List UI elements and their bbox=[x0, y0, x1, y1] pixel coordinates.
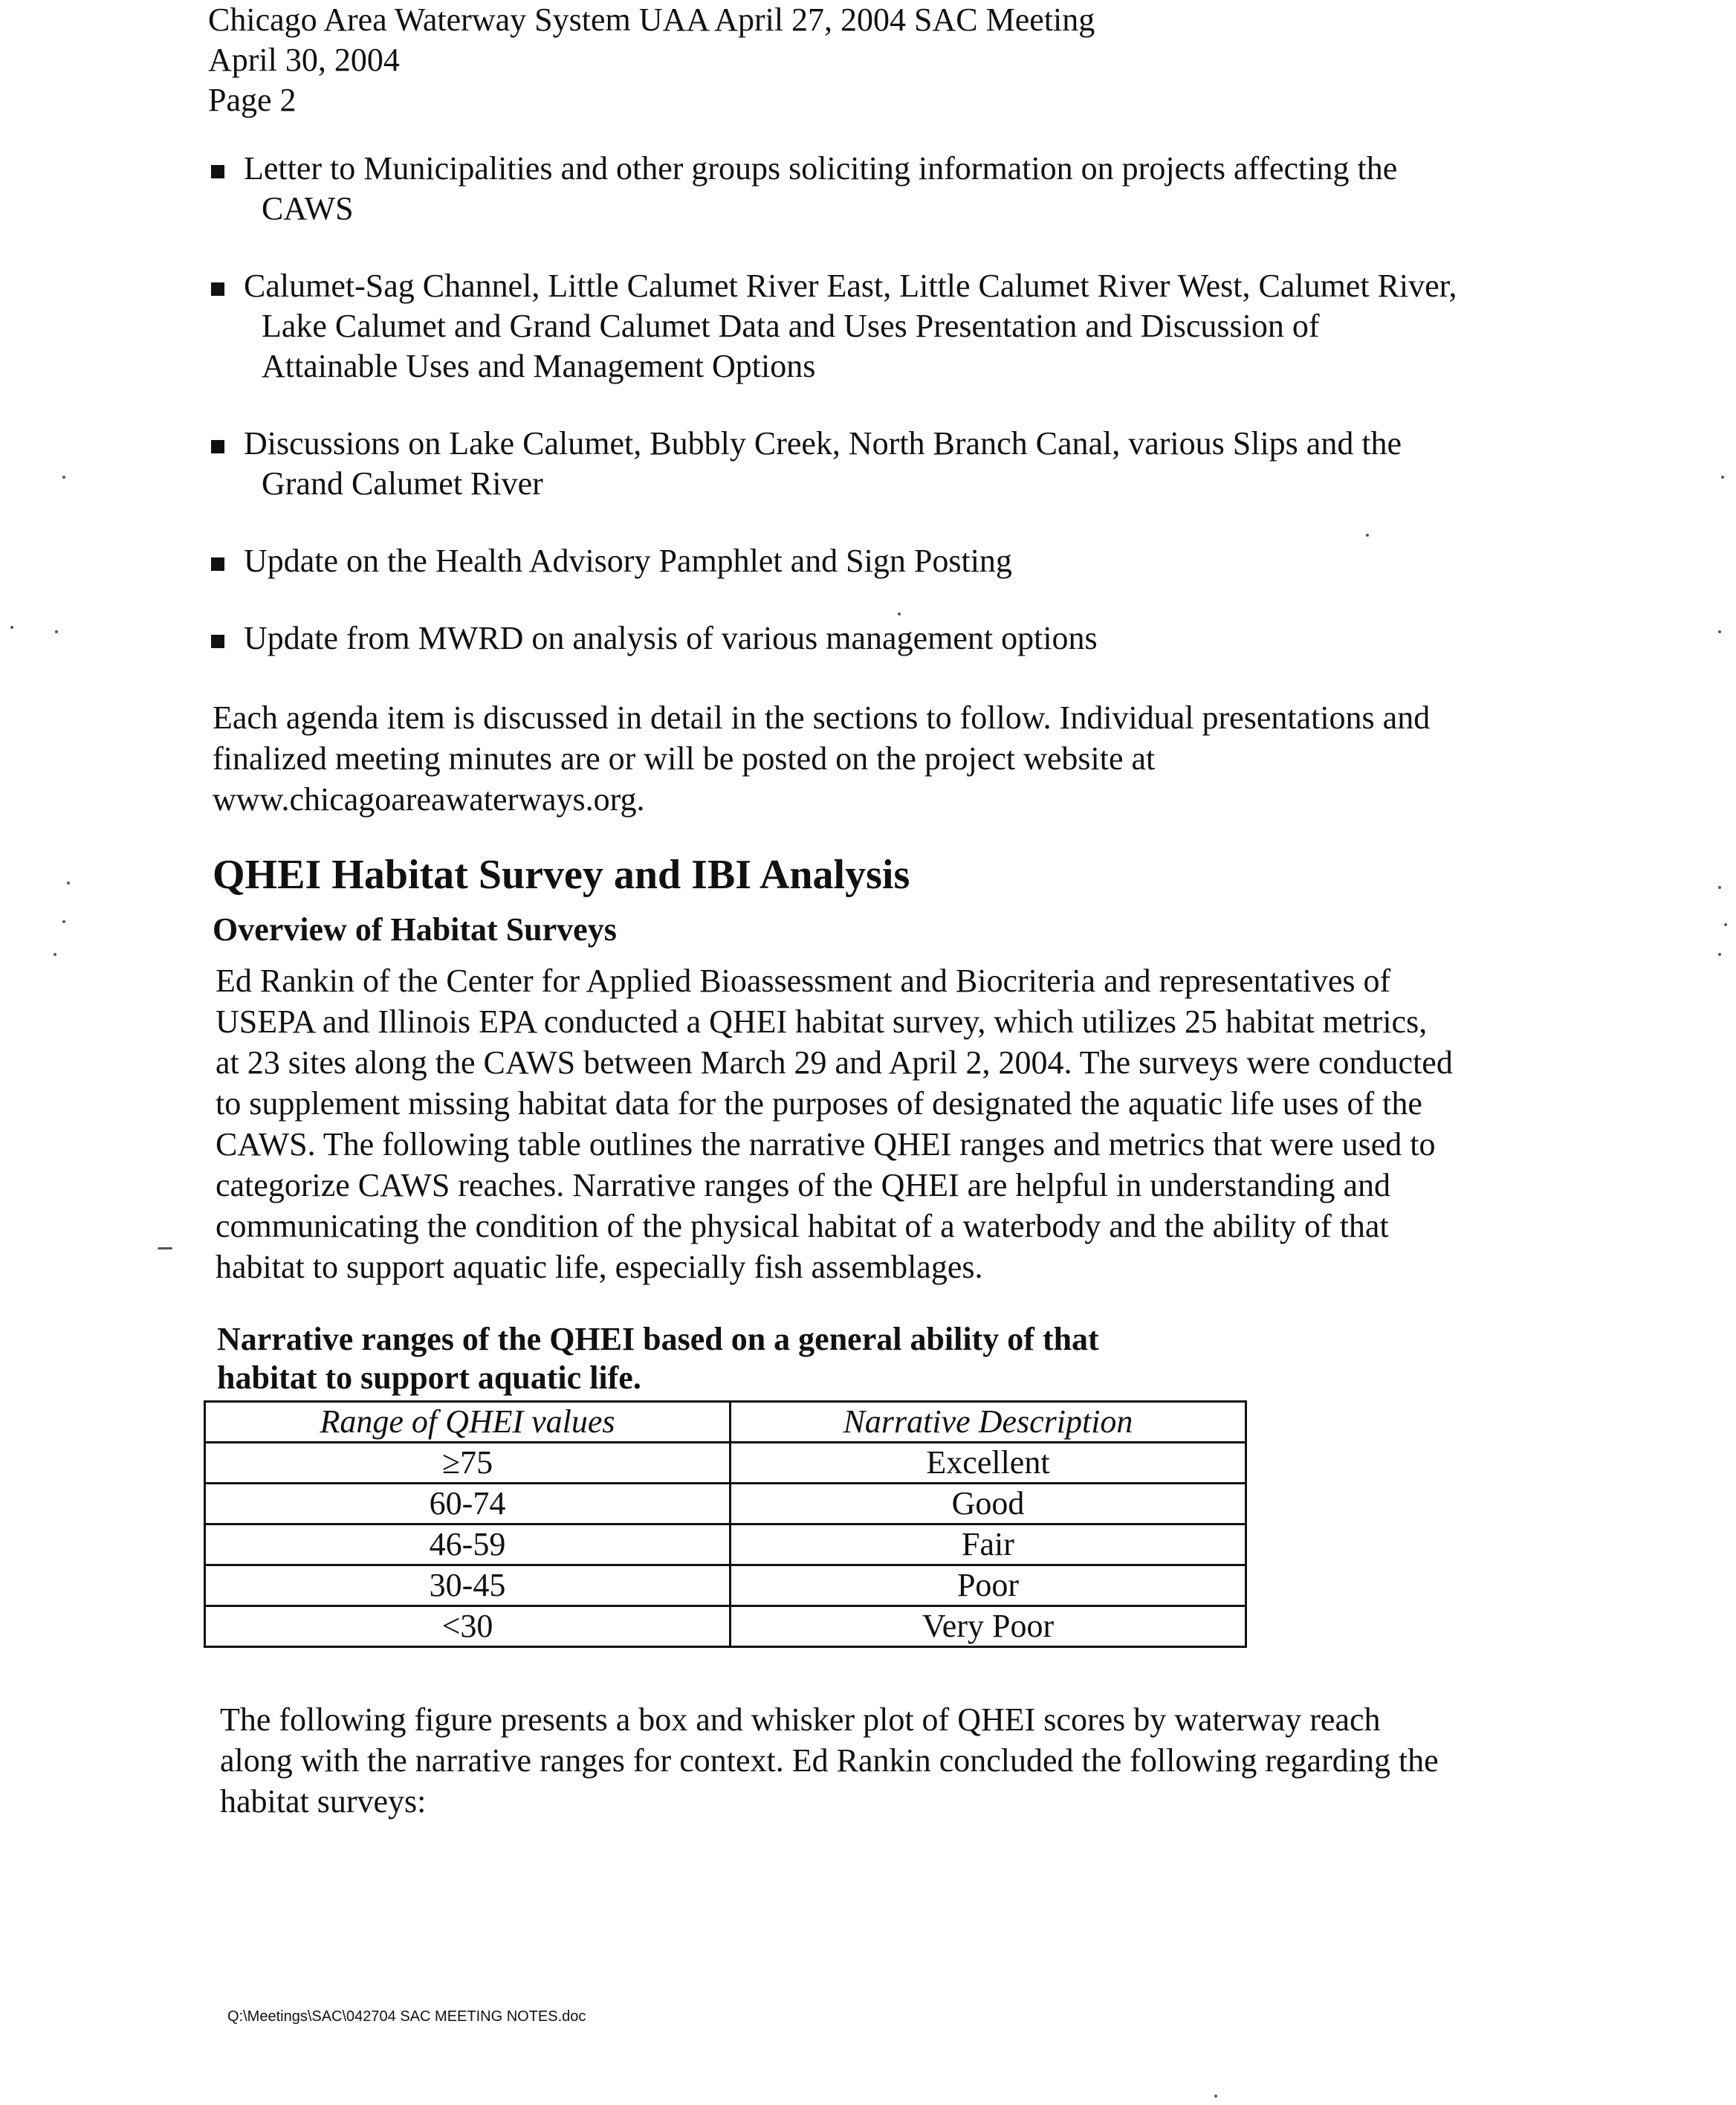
bullet-text-line: Update from MWRD on analysis of various management options bbox=[244, 620, 1098, 656]
column-header-range: Range of QHEI values bbox=[205, 1402, 731, 1443]
caption-line: habitat to support aquatic life. bbox=[217, 1359, 641, 1396]
description-cell: Very Poor bbox=[731, 1606, 1246, 1647]
bullet-text-line: Discussions on Lake Calumet, Bubbly Creek, North Branch Canal, various Slips and the bbox=[244, 425, 1402, 462]
qhei-ranges-table bbox=[204, 1400, 1247, 1648]
scan-speck bbox=[62, 920, 65, 923]
table-row bbox=[205, 1524, 1246, 1565]
list-item bbox=[208, 541, 1546, 581]
scan-speck bbox=[1718, 886, 1721, 889]
habitat-survey-paragraph bbox=[216, 960, 1553, 1287]
description-cell: Excellent bbox=[731, 1443, 1246, 1484]
table-row bbox=[205, 1606, 1246, 1647]
paragraph-line: CAWS. The following table outlines the narrative QHEI ranges and metrics that were used to bbox=[216, 1126, 1436, 1163]
scan-speck bbox=[1718, 630, 1721, 633]
square-bullet-icon bbox=[211, 165, 224, 178]
square-bullet-icon bbox=[211, 557, 224, 571]
bullet-text-line: Attainable Uses and Management Options bbox=[262, 348, 816, 384]
paragraph-line: The following figure presents a box and whisker plot of QHEI scores by waterway reach bbox=[220, 1701, 1381, 1738]
page-header bbox=[208, 0, 1095, 120]
paragraph-line: finalized meeting minutes are or will be posted on the project website at bbox=[213, 740, 1156, 777]
paragraph-line: habitat surveys: bbox=[220, 1783, 427, 1820]
scan-speck bbox=[55, 630, 58, 633]
range-cell: ≥75 bbox=[205, 1443, 731, 1484]
scan-speck bbox=[1721, 476, 1724, 479]
scan-speck bbox=[62, 476, 65, 479]
header-date: April 30, 2004 bbox=[208, 42, 400, 78]
subsection-heading: Overview of Habitat Surveys bbox=[213, 911, 617, 948]
header-title: Chicago Area Waterway System UAA April 27, 2004 SAC Meeting bbox=[208, 1, 1095, 38]
range-cell: 30-45 bbox=[205, 1565, 731, 1606]
description-cell: Good bbox=[731, 1484, 1246, 1524]
range-cell: <30 bbox=[205, 1606, 731, 1647]
paragraph-line: Each agenda item is discussed in detail in the sections to follow. Individual presentations and bbox=[213, 699, 1431, 736]
caption-line: Narrative ranges of the QHEI based on a general ability of that bbox=[217, 1321, 1099, 1357]
table-caption bbox=[217, 1320, 1183, 1397]
scan-speck bbox=[1724, 923, 1727, 926]
scan-speck bbox=[898, 612, 901, 615]
table-row bbox=[205, 1484, 1246, 1524]
paragraph-line: along with the narrative ranges for context. Ed Rankin concluded the following regarding the bbox=[220, 1742, 1439, 1779]
website-url-text: www.chicagoareawaterways.org. bbox=[213, 781, 645, 818]
paragraph-line: to supplement missing habitat data for the purposes of designated the aquatic life uses of the bbox=[216, 1085, 1422, 1122]
paragraph-line: USEPA and Illinois EPA conducted a QHEI habitat survey, which utilizes 25 habitat metrics, bbox=[216, 1003, 1428, 1040]
intro-paragraph bbox=[213, 697, 1550, 820]
table-row bbox=[205, 1443, 1246, 1484]
scan-speck bbox=[1214, 2095, 1217, 2098]
range-cell: 60-74 bbox=[205, 1484, 731, 1524]
bullet-text-line: Update on the Health Advisory Pamphlet and Sign Posting bbox=[244, 543, 1012, 579]
scan-speck bbox=[158, 1247, 172, 1249]
scan-speck bbox=[67, 882, 70, 885]
list-item bbox=[208, 424, 1546, 504]
table-row bbox=[205, 1565, 1246, 1606]
section-heading: QHEI Habitat Survey and IBI Analysis bbox=[213, 852, 910, 898]
list-item bbox=[208, 266, 1546, 387]
scan-speck bbox=[54, 953, 56, 956]
agenda-bullet-list bbox=[208, 149, 1546, 696]
scan-speck bbox=[10, 626, 13, 629]
paragraph-line: Ed Rankin of the Center for Applied Bioassessment and Biocriteria and representatives of bbox=[216, 963, 1391, 999]
paragraph-line: communicating the condition of the physical habitat of a waterbody and the ability of that bbox=[216, 1208, 1389, 1244]
paragraph-line: categorize CAWS reaches. Narrative ranges of the QHEI are helpful in understanding and bbox=[216, 1167, 1391, 1203]
square-bullet-icon bbox=[211, 440, 224, 453]
column-header-description: Narrative Description bbox=[731, 1402, 1246, 1443]
list-item bbox=[208, 149, 1546, 229]
table-header-row bbox=[205, 1402, 1246, 1443]
bullet-text-line: Lake Calumet and Grand Calumet Data and Uses Presentation and Discussion of bbox=[262, 308, 1320, 344]
description-cell: Fair bbox=[731, 1524, 1246, 1565]
paragraph-line: habitat to support aquatic life, especially fish assemblages. bbox=[216, 1249, 983, 1285]
footer-file-path: Q:\Meetings\SAC\042704 SAC MEETING NOTES.doc bbox=[227, 2008, 586, 2025]
bullet-text-line: Grand Calumet River bbox=[262, 465, 543, 502]
list-item bbox=[208, 618, 1546, 659]
description-cell: Poor bbox=[731, 1565, 1246, 1606]
figure-intro-paragraph bbox=[220, 1699, 1558, 1822]
bullet-text-line: Calumet-Sag Channel, Little Calumet River East, Little Calumet River West, Calumet River, bbox=[244, 268, 1457, 304]
paragraph-line: at 23 sites along the CAWS between March 29 and April 2, 2004. The surveys were conducted bbox=[216, 1044, 1453, 1081]
bullet-text-line: Letter to Municipalities and other groups soliciting information on projects affecting the bbox=[244, 150, 1398, 187]
scan-speck bbox=[1718, 953, 1721, 956]
header-page-number: Page 2 bbox=[208, 82, 297, 118]
square-bullet-icon bbox=[211, 635, 224, 648]
bullet-text-line: CAWS bbox=[262, 190, 354, 227]
scan-speck bbox=[1366, 534, 1369, 537]
square-bullet-icon bbox=[211, 282, 224, 296]
range-cell: 46-59 bbox=[205, 1524, 731, 1565]
